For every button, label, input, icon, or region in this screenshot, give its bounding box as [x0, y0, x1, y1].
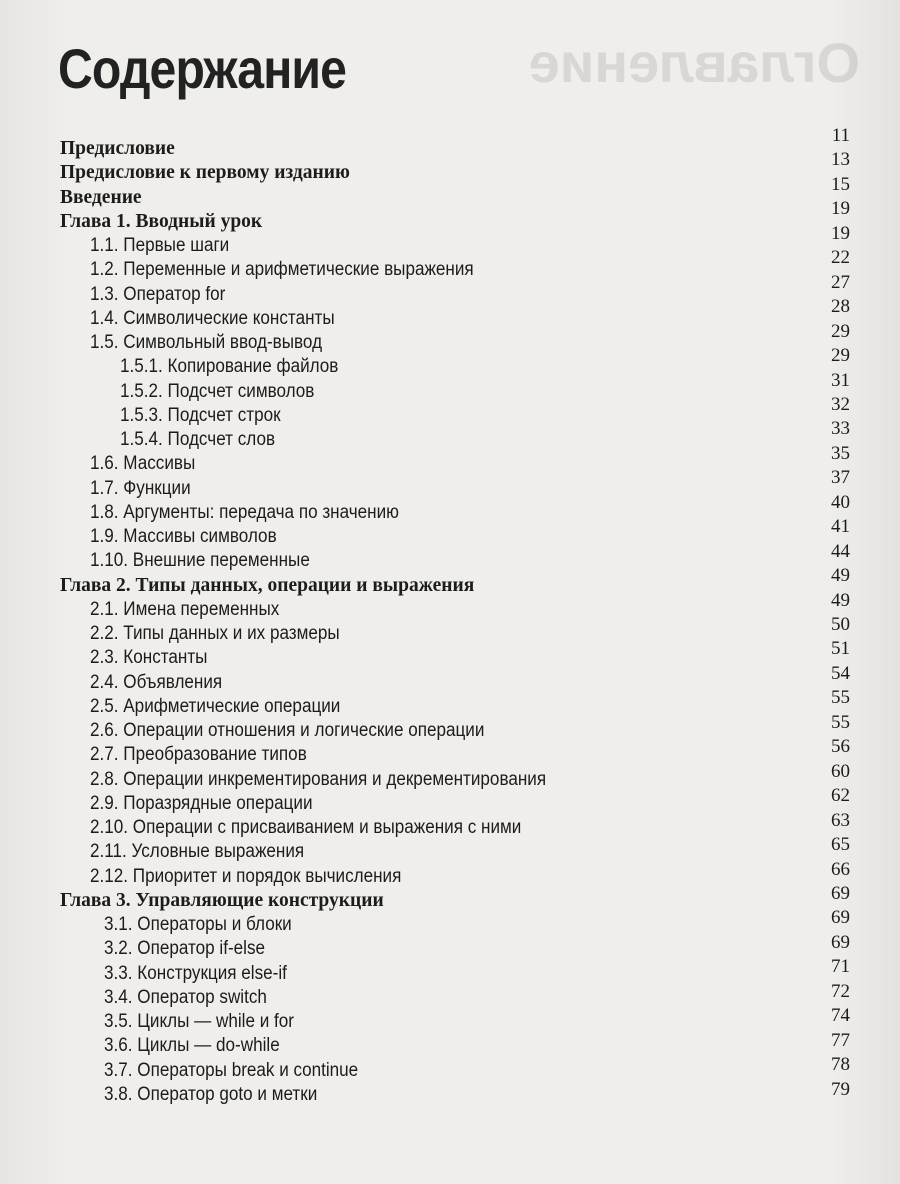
toc-page-number: 32 — [831, 393, 850, 415]
toc-entry-title: 1.8. Аргументы: передача по значению — [90, 501, 399, 523]
toc-entry-title: 3.8. Оператор goto и метки — [104, 1083, 318, 1105]
toc-entry-title: 2.9. Поразрядные операции — [90, 792, 313, 814]
toc-entry-title: Глава 1. Вводный урок — [60, 210, 263, 232]
toc-page-number: 22 — [831, 247, 850, 269]
toc-page-number: 13 — [831, 149, 850, 171]
toc-page-number: 49 — [831, 589, 850, 611]
toc-page-number: 51 — [831, 638, 850, 660]
toc-page-number: 40 — [831, 491, 850, 513]
toc-entry-title: 3.3. Конструкция else-if — [104, 962, 287, 984]
toc-entry-title: 3.5. Циклы — while и for — [104, 1011, 294, 1032]
toc-entry-title: Введение — [60, 186, 142, 208]
toc-page-number: 66 — [831, 858, 850, 880]
toc-page-number: 50 — [831, 614, 850, 635]
toc-page-number: 55 — [831, 711, 850, 733]
toc-page-number: 49 — [831, 565, 850, 587]
toc-page-number: 54 — [831, 662, 850, 684]
toc-page-number: 63 — [831, 809, 850, 831]
toc-entry-title: 1.5.1. Копирование файлов — [120, 356, 339, 378]
toc-page-number: 29 — [831, 320, 850, 342]
toc-page-number: 69 — [831, 907, 850, 929]
toc-page-number: 19 — [831, 198, 850, 220]
toc-page-number: 41 — [831, 516, 850, 538]
toc-entry-title: 3.4. Оператор switch — [104, 986, 267, 1008]
toc-entry-title: 1.4. Символические константы — [90, 307, 335, 329]
toc-entry-title: 1.5.3. Подсчет строк — [120, 404, 281, 426]
toc-entry-title: Глава 2. Типы данных, операции и выражения — [60, 574, 475, 596]
toc-page-number: 78 — [831, 1054, 850, 1076]
toc-entry-title: Глава 3. Управляющие конструкции — [60, 889, 384, 911]
toc-page-number: 15 — [831, 173, 850, 195]
toc-entry-title: 2.7. Преобразование типов — [90, 744, 307, 766]
toc-page-number: 55 — [831, 687, 850, 709]
toc-entry-title: 1.5.2. Подсчет символов — [120, 380, 315, 402]
toc-page-number: 69 — [831, 931, 850, 953]
toc-page-number: 29 — [831, 345, 850, 367]
toc-entry-title: 2.10. Операции с присваиванием и выражения с ними — [90, 817, 522, 838]
toc-entry-title: 1.5. Символьный ввод-вывод — [90, 332, 323, 353]
toc-page-number: 31 — [831, 369, 850, 391]
toc-entry-title: 1.7. Функции — [90, 477, 191, 499]
toc-entry-title: 3.2. Оператор if-else — [104, 938, 266, 960]
toc-page-number: 37 — [831, 467, 850, 489]
toc-entry-title: 1.6. Массивы — [90, 453, 196, 475]
toc-entry-title: 1.9. Массивы символов — [90, 526, 277, 547]
toc-page-number: 44 — [831, 540, 850, 562]
toc-page-number: 28 — [831, 296, 850, 318]
toc-entry-title: 2.2. Типы данных и их размеры — [90, 623, 340, 644]
toc-entry-title: 2.4. Объявления — [90, 671, 223, 693]
toc-page-number: 74 — [831, 1005, 850, 1027]
toc-entry-title: Предисловие — [60, 138, 175, 159]
toc-entry-title: 2.6. Операции отношения и логические операции — [90, 720, 485, 741]
toc-entry-title: 1.10. Внешние переменные — [90, 550, 310, 572]
toc-entry-title: 3.7. Операторы break и continue — [104, 1059, 359, 1081]
toc-page-number: 69 — [831, 882, 850, 904]
toc-entry-title: 3.1. Операторы и блоки — [104, 914, 292, 935]
toc-entry-title: 2.1. Имена переменных — [90, 598, 280, 620]
toc-page-number: 56 — [831, 736, 850, 758]
toc-entry-title: 1.3. Оператор for — [90, 283, 226, 305]
toc-entry-title: 2.5. Арифметические операции — [90, 695, 341, 717]
toc-entry-title: 2.11. Условные выражения — [90, 841, 305, 863]
page-title: Содержание — [58, 37, 347, 100]
toc-entry-title: Предисловие к первому изданию — [60, 162, 350, 184]
toc-entry-title: 2.3. Константы — [90, 647, 208, 669]
toc-page-number: 72 — [831, 980, 850, 1002]
bleed-through-text: Оглавление — [528, 31, 860, 94]
toc-page-number: 62 — [831, 785, 850, 807]
toc-entry-title: 2.8. Операции инкрементирования и декрементирования — [90, 768, 547, 790]
toc-entry-title: 1.1. Первые шаги — [90, 235, 230, 256]
toc-entry-title: 1.2. Переменные и арифметические выражения — [90, 259, 474, 281]
toc-page-number: 79 — [831, 1078, 850, 1100]
toc-page-number: 19 — [831, 222, 850, 244]
toc-page-number: 11 — [831, 125, 850, 146]
toc-page-number: 27 — [831, 271, 850, 293]
toc-entry-title: 1.5.4. Подсчет слов — [120, 429, 276, 450]
toc-page-number: 33 — [831, 418, 850, 440]
toc-page-number: 77 — [831, 1029, 850, 1051]
toc-page-number: 60 — [831, 760, 850, 782]
toc-entry-title: 2.12. Приоритет и порядок вычисления — [90, 865, 402, 887]
toc-page-number: 35 — [831, 442, 850, 464]
toc-page-number: 71 — [831, 956, 850, 978]
toc-page-number: 65 — [831, 834, 850, 856]
toc-entry-title: 3.6. Циклы — do-while — [104, 1035, 280, 1057]
